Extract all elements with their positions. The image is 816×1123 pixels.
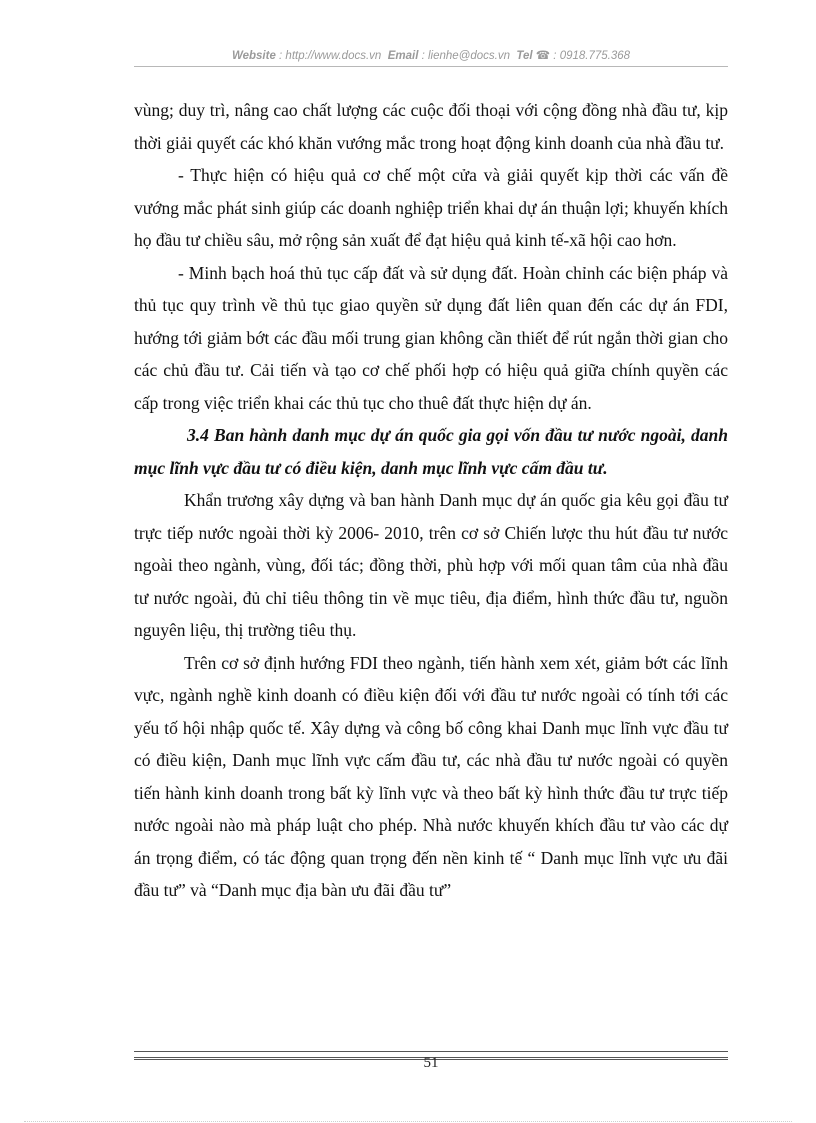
tel-label: Tel xyxy=(516,50,533,62)
email-label: Email xyxy=(387,50,419,62)
paragraph-fdi-orientation: Trên cơ sở định hướng FDI theo ngành, tiến hành xem xét, giảm bớt các lĩnh vực, ngành nghề kinh doanh có điều kiện đối với đầu tư nước ngoài có tính tới các yếu tố hội nhập quốc tế. Xây dựng và công bố công khai Danh mục lĩnh vực đầu tư có điều kiện, Danh mục lĩnh vực cấm đầu tư, các nhà đầu tư nước ngoài có quyền tiến hành kinh doanh trong bất kỳ lĩnh vực và theo bất kỳ hình thức đầu tư trực tiếp nước ngoài nào mà pháp luật cho phép. Nhà nước khuyến khích đầu tư vào các dự án trọng điểm, có tác động quan trọng đến nền kinh tế “ Danh mục lĩnh vực ưu đãi đầu tư” và “Danh mục địa bàn ưu đãi đầu tư” xyxy=(134,652,728,900)
tel-number: ☎ : 0918.775.368 xyxy=(535,50,631,62)
page-number: 51 xyxy=(423,1055,439,1071)
website-url[interactable]: : http://www.docs.vn xyxy=(279,50,382,62)
paragraph-continuation: vùng; duy trì, nâng cao chất lượng các cuộc đối thoại với cộng đồng nhà đầu tư, kịp thời giải quyết các khó khăn vướng mắc trong hoạt động kinh doanh của nhà đầu tư. xyxy=(134,100,728,153)
paragraph-one-stop-mechanism: - Thực hiện có hiệu quả cơ chế một cửa và giải quyết kịp thời các vấn đề vướng mắc phát sinh giúp các doanh nghiệp triển khai dự án thuận lợi; khuyến khích họ đầu tư chiều sâu, mở rộng sản xuất để đạt hiệu quả kinh tế-xã hội cao hơn. xyxy=(134,165,728,250)
website-label: Website xyxy=(231,50,276,62)
section-heading: 3.4 Ban hành danh mục dự án quốc gia gọi vốn đầu tư nước ngoài, danh mục lĩnh vực đầu tư có điều kiện, danh mục lĩnh vực cấm đầu tư. xyxy=(134,425,728,478)
paragraph-land-procedures: - Minh bạch hoá thủ tục cấp đất và sử dụng đất. Hoàn chỉnh các biện pháp và thủ tục quy trình về thủ tục giao quyền sử dụng đất liên quan đến các dự án FDI, hướng tới giảm bớt các đầu mối trung gian không cần thiết để rút ngắn thời gian cho các chủ đầu tư. Cải tiến và tạo cơ chế phối hợp có hiệu quả giữa chính quyền các cấp trong việc triển khai các thủ tục cho thuê đất thực hiện dự án. xyxy=(134,262,728,413)
email-address[interactable]: : lienhe@docs.vn xyxy=(421,50,510,62)
header-divider xyxy=(134,66,728,67)
document-body xyxy=(134,94,728,907)
paragraph-project-list: Khẩn trương xây dựng và ban hành Danh mục dự án quốc gia kêu gọi đầu tư trực tiếp nước ngoài thời kỳ 2006- 2010, trên cơ sở Chiến lược thu hút đầu tư nước ngoài theo ngành, vùng, đối tác; đồng thời, phù hợp với mối quan tâm của nhà đầu tư nước ngoài, đủ chỉ tiêu thông tin về mục tiêu, địa điểm, hình thức đầu tư, nguồn nguyên liệu, thị trường tiêu thụ. xyxy=(134,490,728,640)
page-header xyxy=(134,48,728,62)
page-edge xyxy=(24,1121,792,1122)
